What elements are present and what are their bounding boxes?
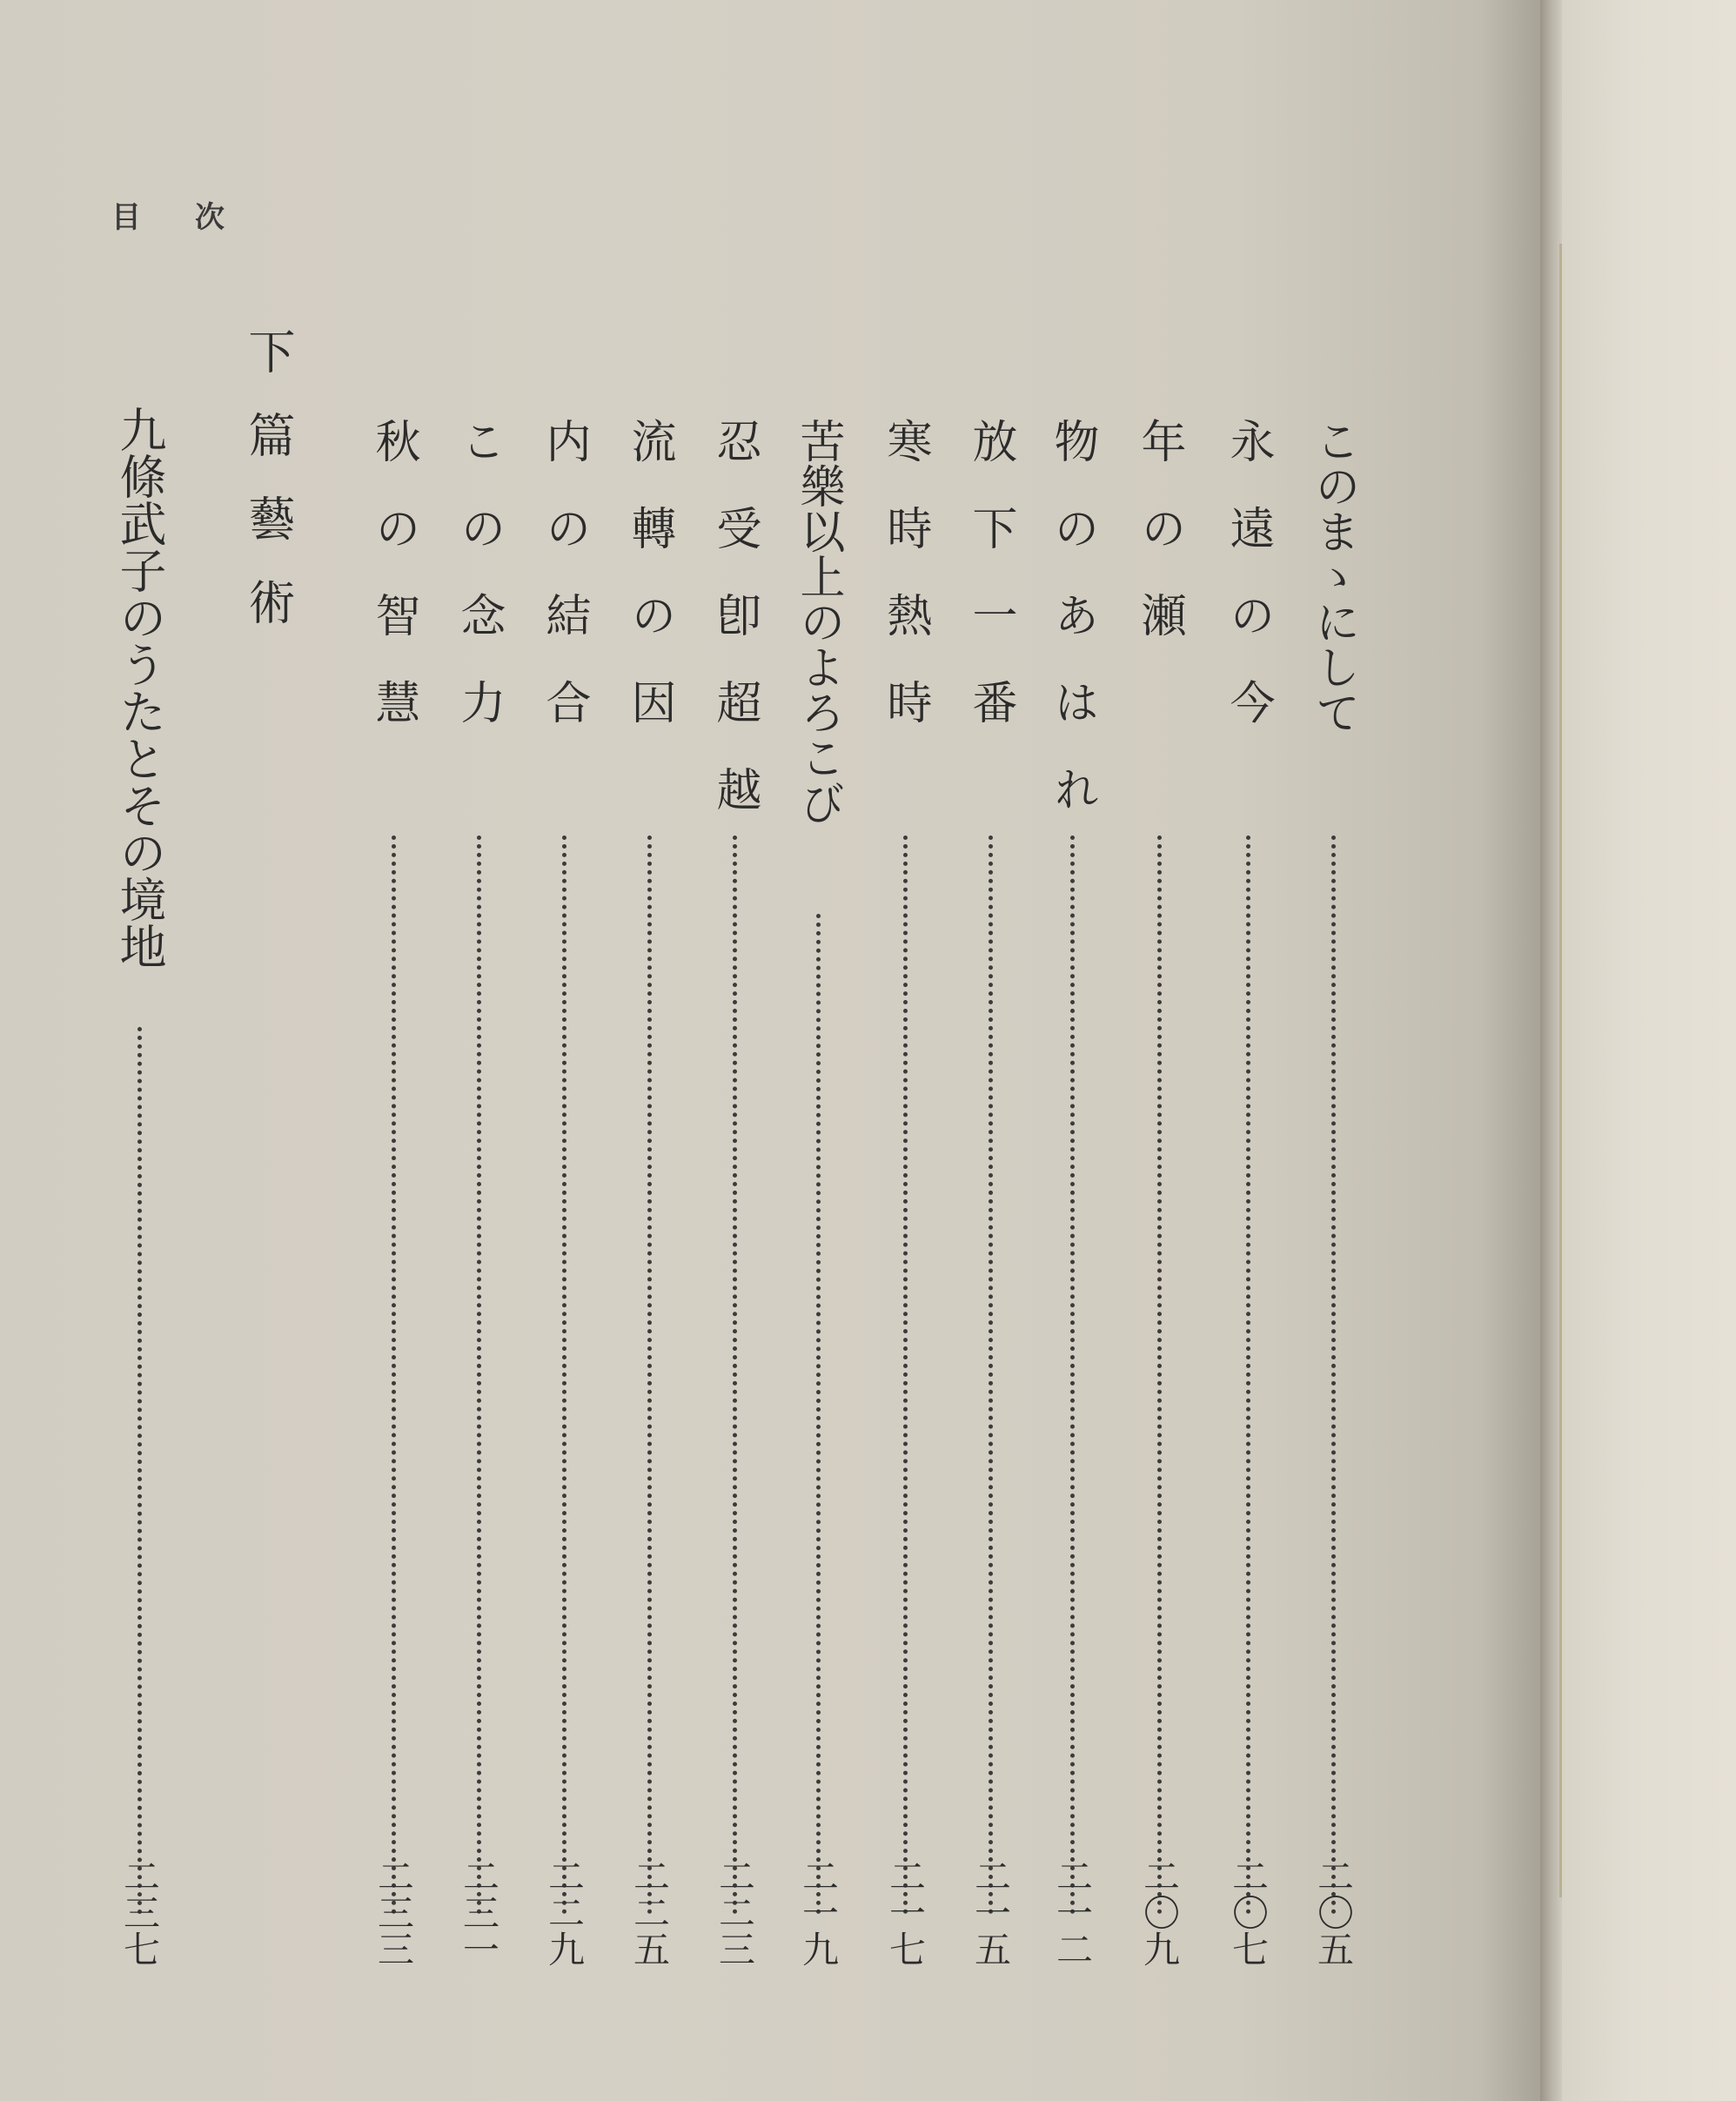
toc-entry (367, 418, 419, 1967)
running-head: 目次 (111, 200, 278, 235)
toc-entry-title: この念力 (452, 418, 505, 766)
toc-entry-page: 二〇七 (1227, 1857, 1270, 1967)
toc-entry-page: 二二九 (543, 1857, 586, 1967)
toc-entry-page: 二三一 (458, 1857, 500, 1967)
toc-entry-title: このまゝにして (1307, 418, 1359, 735)
toc-entry (1046, 418, 1098, 1967)
toc-entry-title: 寒時熱時 (879, 418, 931, 766)
toc-entry-page: 二〇五 (1312, 1857, 1355, 1967)
toc-entry (708, 418, 761, 1967)
toc-entry (623, 418, 675, 1967)
dot-leader (647, 836, 652, 1915)
toc-entry-title: 九條武子のうたとその境地 (112, 406, 167, 970)
dot-leader (562, 836, 566, 1915)
facing-page (1562, 0, 1736, 2101)
toc-entry-page: 二一五 (969, 1857, 1012, 1967)
toc-entry (538, 418, 590, 1967)
toc-entry-title: 年の瀬 (1133, 418, 1185, 679)
dot-leader (477, 836, 481, 1915)
toc-entry-title: 秋の智慧 (367, 418, 419, 766)
dot-leader (989, 836, 993, 1915)
toc-entry (1222, 418, 1274, 1967)
section-heading-text: 下篇藝術 (241, 327, 296, 661)
toc-entry (879, 418, 931, 1967)
toc-entry-page: 二三七 (118, 1857, 161, 1967)
toc-entry-title: 放下一番 (964, 418, 1016, 766)
toc-entry-page: 二二五 (628, 1857, 671, 1967)
toc-entry (1307, 418, 1359, 1967)
toc-entry-page: 二一七 (884, 1857, 927, 1967)
dot-leader (1157, 836, 1162, 1915)
toc-entry-title: 忍受卽超越 (708, 418, 761, 853)
toc-entry-final (113, 406, 165, 1967)
dot-leader (1070, 836, 1075, 1915)
toc-entry-page: 二三三 (372, 1857, 415, 1967)
toc-entry-title: 内の結合 (538, 418, 590, 766)
toc-entry-title: 永遠の今 (1222, 418, 1274, 766)
toc-entry-title: 流轉の因 (623, 418, 675, 766)
toc-entry (964, 418, 1016, 1967)
toc-entry-page: 二二三 (714, 1857, 756, 1967)
dot-leader (903, 836, 908, 1915)
toc-entry (1133, 418, 1185, 1967)
toc-entry-page: 二〇九 (1138, 1857, 1181, 1967)
dot-leader (733, 836, 737, 1915)
dot-leader (392, 836, 396, 1915)
toc-entry-page: 二一二 (1051, 1857, 1094, 1967)
toc-entry (792, 418, 844, 1967)
toc-entry-title: 苦樂以上のよろこび (792, 418, 844, 825)
dot-leader (1246, 836, 1250, 1915)
toc-entry (452, 418, 505, 1967)
dot-leader (1331, 836, 1336, 1915)
section-heading (240, 327, 301, 661)
dot-leader (137, 1027, 142, 1915)
dot-leader (816, 914, 821, 1915)
toc-entry-page: 二一九 (797, 1857, 840, 1967)
toc-entry-title: 物のあはれ (1046, 418, 1098, 853)
